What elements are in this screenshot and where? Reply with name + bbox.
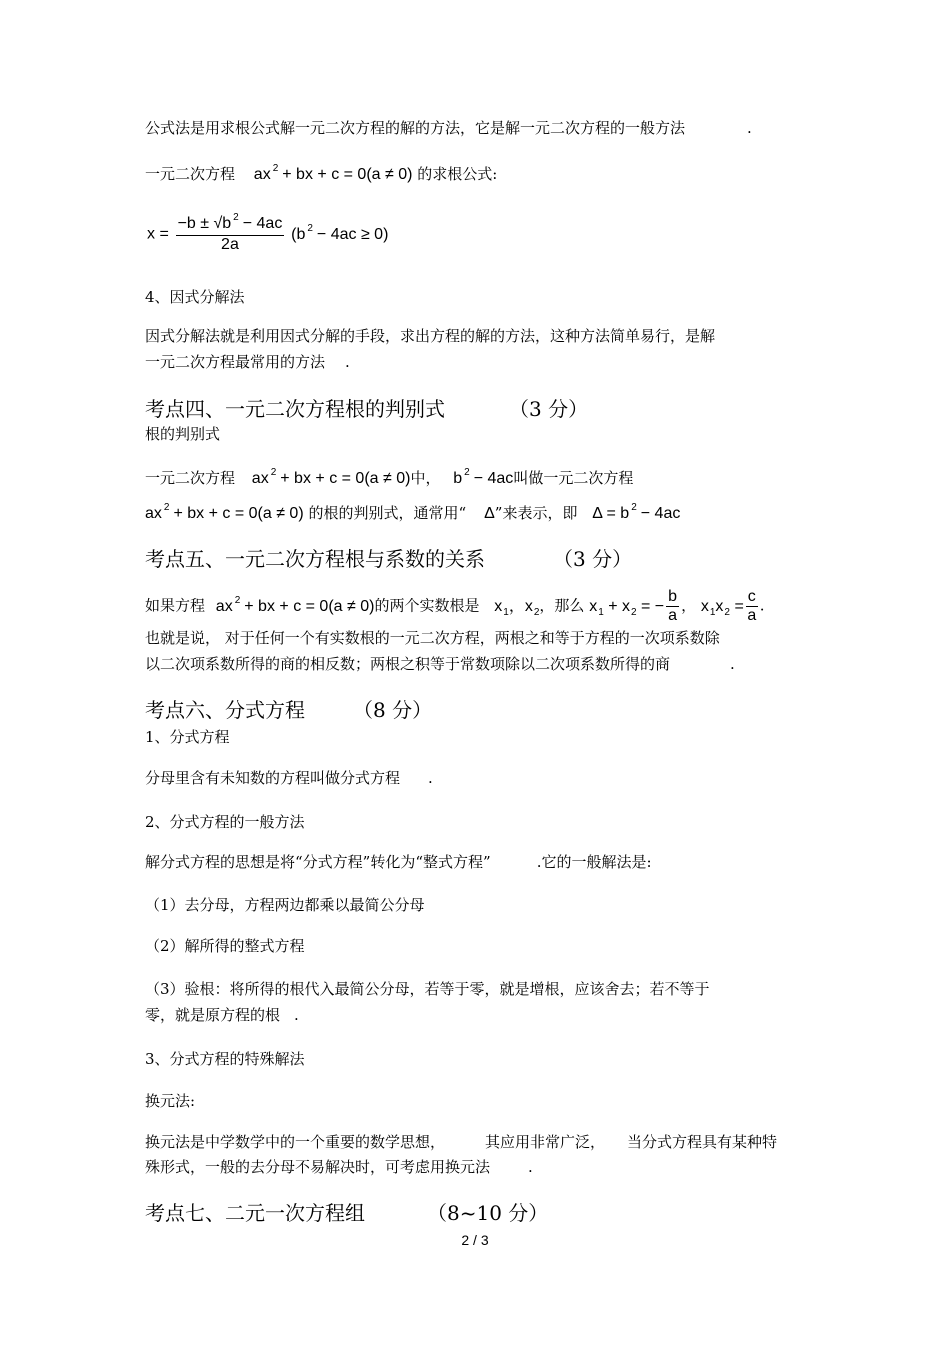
paragraph: ax $^2$ + bx + c = 0(a ≠ 0) 的根的判别式，通常用“ Δ”来表示，即 Δ = b $^2$ − 4ac bbox=[145, 502, 681, 522]
paragraph: 因式分解法就是利用因式分解的手段，求出方程的解的方法，这种方法简单易行，是解 bbox=[145, 327, 716, 345]
text: 公式法是用求根公式解一元二次方程的解的方法，它是解一元二次方程的一般方法 bbox=[145, 119, 686, 137]
heading: 考点五、一元二次方程根与系数的关系 （3 分） bbox=[145, 547, 633, 571]
heading: 考点四、一元二次方程根的判别式 （3 分） bbox=[145, 397, 589, 421]
list-item: （3）验根：将所得的根代入最简公分母，若等于零，就是增根，应该舍去；若不等于 bbox=[145, 980, 710, 998]
paragraph: 分母里含有未知数的方程叫做分式方程 . bbox=[145, 769, 433, 787]
heading: 考点七、二元一次方程组 （8~10 分） bbox=[145, 1201, 549, 1225]
root-formula bbox=[147, 212, 389, 254]
fraction-c-a: $\frac{c}{a}$ bbox=[747, 588, 757, 624]
label: 换元法: bbox=[145, 1092, 196, 1110]
list-item: （1）去分母，方程两边都乘以最简公分母 bbox=[145, 896, 425, 914]
paragraph: 一元二次方程 ax $^2$ + bx + c = 0(a ≠ 0)中， b $^2$ − 4ac叫做一元二次方程 bbox=[145, 467, 634, 487]
delta-symbol: Δ bbox=[484, 505, 495, 522]
formula-condition: (b $^2$ − 4ac ≥ 0) bbox=[291, 222, 389, 243]
heading: 考点六、分式方程 （8 分） bbox=[145, 698, 433, 722]
text: 一元二次方程 bbox=[145, 165, 236, 183]
paragraph: 一元二次方程最常用的方法 . bbox=[145, 353, 350, 371]
fraction-b-a: $\frac{b}{a}$ bbox=[668, 588, 678, 624]
paragraph bbox=[145, 118, 752, 138]
paragraph: 殊形式，一般的去分母不易解决时，可考虑用换元法 . bbox=[145, 1158, 533, 1176]
text: . bbox=[747, 119, 752, 137]
section-title: 1、分式方程 bbox=[145, 728, 230, 746]
paragraph: 也就是说， 对于任何一个有实数根的一元二次方程，两根之和等于方程的一次项系数除 bbox=[145, 629, 720, 647]
paragraph: 如果方程 ax $^2$ + bx + c = 0(a ≠ 0)的两个实数根是 $x_1$，$x_2$，那么 $x_1 + x_2$ = − $\frac{b}{a}$ ， $x_1x_2$ = $\frac{c}{a}$ . bbox=[145, 588, 765, 624]
section-title: 3、分式方程的特殊解法 bbox=[145, 1050, 305, 1068]
paragraph: 换元法是中学数学中的一个重要的数学思想， 其应用非常广泛， 当分式方程具有某种特 bbox=[145, 1133, 778, 1151]
formula-lhs: x = bbox=[147, 225, 169, 243]
paragraph bbox=[145, 164, 497, 187]
text: 的求根公式: bbox=[417, 165, 498, 183]
formula-fraction: $\frac{-b \pm √b ^2 - 4ac}{2a}$ bbox=[177, 212, 283, 253]
section-title: 2、分式方程的一般方法 bbox=[145, 813, 305, 831]
list-item: （2）解所得的整式方程 bbox=[145, 937, 305, 955]
section-title: 4、因式分解法 bbox=[145, 288, 245, 306]
paragraph: 以二次项系数所得的商的相反数；两根之积等于常数项除以二次项系数所得的商 . bbox=[145, 655, 735, 673]
paragraph: 解分式方程的思想是将“分式方程”转化为“整式方程” .它的一般解法是: bbox=[145, 853, 652, 871]
equation: ax $^2$ + bx + c = 0(a ≠ 0) bbox=[253, 163, 413, 183]
list-item: 零，就是原方程的根 . bbox=[145, 1006, 299, 1024]
subtitle: 根的判别式 bbox=[145, 425, 221, 443]
page-number: 2 / 3 bbox=[461, 1232, 489, 1248]
